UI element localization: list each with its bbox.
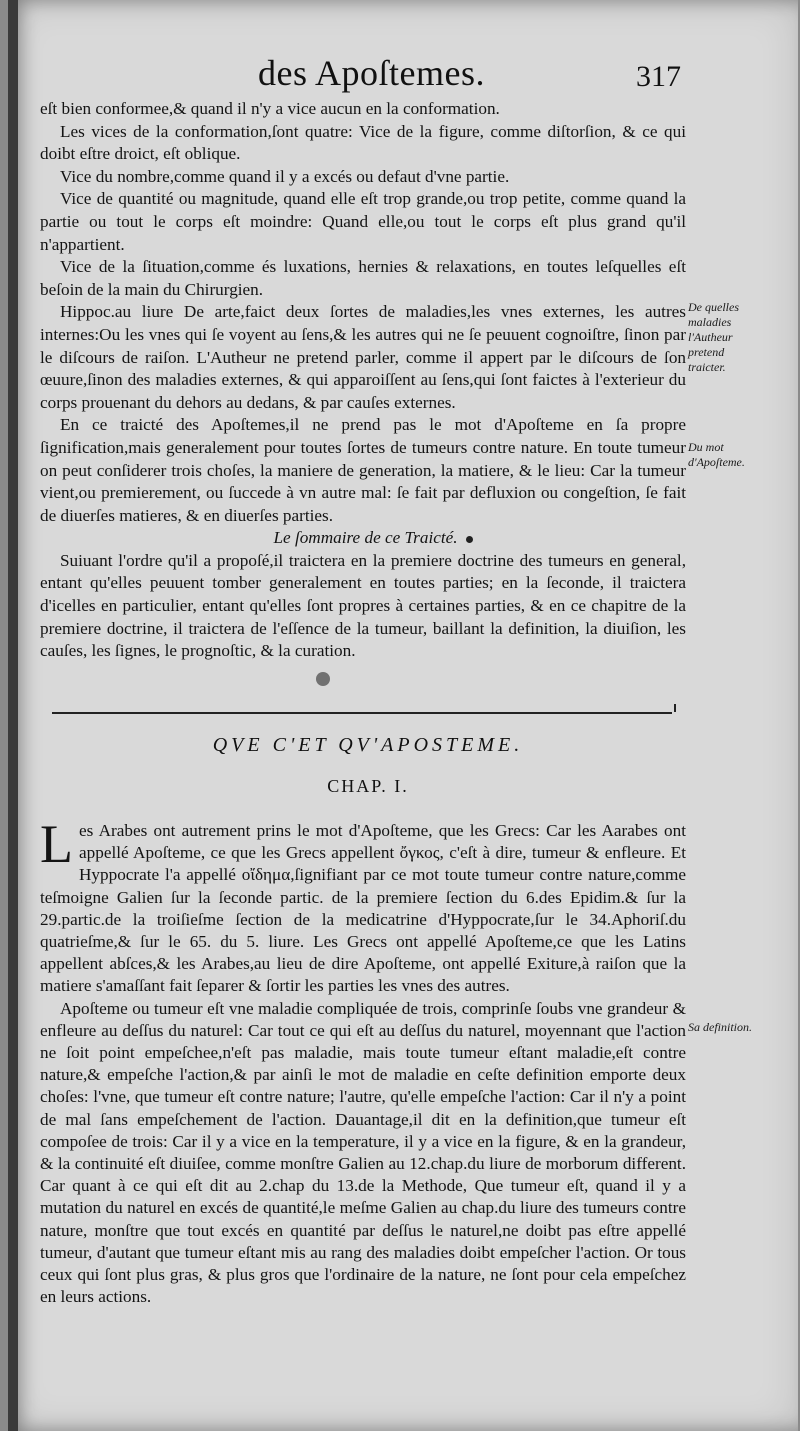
chapter-title: QVE C'ET QV'APOSTEME.: [212, 734, 524, 756]
intro-text-block: [40, 98, 686, 663]
book-page: [8, 0, 798, 1431]
rule-end-flourish: [654, 704, 676, 712]
ornament-icon: [466, 536, 473, 543]
margin-note: Sa definition.: [688, 1020, 752, 1034]
summary-heading-text: Le ſommaire de ce Traicté.: [273, 528, 458, 548]
paragraph: En ce traicté des Apoſtemes,il ne prend pas le mot d'Apoſteme en ſa propre ſignification,mais generalement pour toutes ſortes de tumeurs contre nature. En toute tumeur on peut conſiderer trois choſes, la maniere de generation, la matiere, & le lieu: Car la tumeur vient,ou premierement, ou ſuccede à vn autre mal: ſe fait par defluxion ou congeſtion, ſe fait de diuerſes matieres, & en diuerſes parties.: [40, 415, 686, 525]
paragraph: Les vices de la conformation,ſont quatre: Vice de la figure, comme diſtorſion, & ce qui doibt eſtre droict, eſt oblique.: [40, 121, 686, 164]
paragraph: Apoſteme ou tumeur eſt vne maladie compliquée de trois, comprinſe ſoubs vne grandeur & enfleure au deſſus du naturel: Car tout ce qui eſt au deſſus du naturel, moyennant que l'action ne ſoit point empeſchee,n'eſt pas maladie, mais toute tumeur eſtant maladie,eſt contre nature,& empeſche l'action,& par ainſi le mot de maladie en ceſte definition emporte deux choſes: l'vne, que tumeur eſt contre nature; l'autre, qu'elle empeſche l'action: Car il n'y a point de mal ſans empeſchement de l'action. Dauantage,il dit en la definition,que tumeur eſt compoſee de trois: Car il y a vice en la temperature, il y a vice en la figure, & en la grandeur, & la continuité eſt diuiſee, comme monſtre Galien au 12.chap.du liure de morborum different. Car quant à ce qui eſt dit au 2.chap du 13.de la Methode, Que tumeur eſt, quand il y a mutation du naturel en excés de quantité,le meſme Galien au chap.du liure des tumeurs contre nature, monſtre que tout excés en quantité par deſſus le naturel,ne doibt pas eſtre appellé tumeur, d'autant que tumeur eſtant mis au rang des maladies doibt empeſcher l'action. Or tous ceux qui ſont plus gras, & plus gros que l'ordinaire de la nature, ne ſont pour cela empeſchez en leurs actions.: [40, 998, 686, 1307]
binding-shadow: [8, 0, 18, 1431]
summary-heading: [40, 527, 686, 550]
chapter-text-block: [40, 814, 686, 1308]
margin-note: Du mot d'Apoſteme.: [688, 440, 745, 469]
paragraph: Hippoc.au liure De arte,faict deux ſortes de maladies,les vnes externes, les autres internes:Ou les vnes qui ſe voyent au ſens,& les autres qui ne ſe peuuent cognoiſtre, ſinon par le diſcours de raiſon. L'Autheur ne pretend parler, comme il appert par le diſcours de ſon œuure,ſinon des maladies externes, & qui apparoiſſent au ſens,qui ſont faictes à l'exterieur du corps prouenant du dehors au dedans, & par cauſes externes.: [40, 302, 686, 412]
paragraph: Vice du nombre,comme quand il y a excés ou defaut d'vne partie.: [60, 166, 510, 186]
paragraph-text: es Arabes ont autrement prins le mot d'Apoſteme, que les Grecs: Car les Aarabes ont appellé Apoſteme, ce que les Grecs appellent ὄγκος, c'eſt à dire, tumeur & enfleure. Et Hyppocrate l'a appellé οἴδημα,ſignifiant par ce mot toute tumeur contre nature,comme teſmoigne Galien ſur la ſeconde partic. de la premiere ſection du 6.des Epidim.& ſur la 29.partic.de la troiſieſme ſection de la medicatrine d'Hyppocrate,ſur le 34.Aphoriſ.du quatrieſme,& ſur le 65. du 5. liure. Les Grecs ont appellé Apoſteme,ce que les Latins appellent abſces,& les Arabes,au lieu de dire Apoſteme, ont appellé Exiture,à raiſon que la matiere s'amaſſant fait ſeparer & ſortir les parties les vnes des autres.: [40, 821, 686, 996]
ink-smudge: [316, 672, 330, 686]
paragraph: Vice de la ſituation,comme és luxations, hernies & relaxations, en toutes leſquelles eſt beſoin de la main du Chirurgien.: [40, 257, 686, 299]
page-number: 317: [636, 60, 681, 93]
drop-capital: L: [40, 814, 73, 874]
paragraph: eſt bien conformee,& quand il n'y a vice aucun en la conformation.: [40, 99, 500, 118]
section-rule: [52, 712, 672, 714]
margin-note: De quelles maladies l'Autheur pretend traicter.: [688, 300, 739, 374]
paragraph: Vice de quantité ou magnitude, quand elle eſt trop grande,ou trop petite, comme quand la partie ou tout le corps eſt moindre: Quand elle,ou tout le corps eſt plus grand qu'il n'appartient.: [40, 189, 686, 254]
running-head: des Apoſtemes.: [258, 53, 485, 93]
paragraph: [40, 814, 686, 998]
paragraph: Suiuant l'ordre qu'il a propoſé,il traictera en la premiere doctrine des tumeurs en general, entant qu'elles peuuent tomber generalement en toutes parties; en la ſeconde, il traictera d'icelles en particulier, entant qu'elles ſont propres à certaines parties, & en ce chapitre de la premiere doctrine, il traictera de l'eſſence de la tumeur, baillant la definition, la diuiſion, les cauſes, les ſignes, le prognoſtic, & la curation.: [40, 550, 686, 661]
chapter-number: CHAP. I.: [327, 776, 409, 796]
